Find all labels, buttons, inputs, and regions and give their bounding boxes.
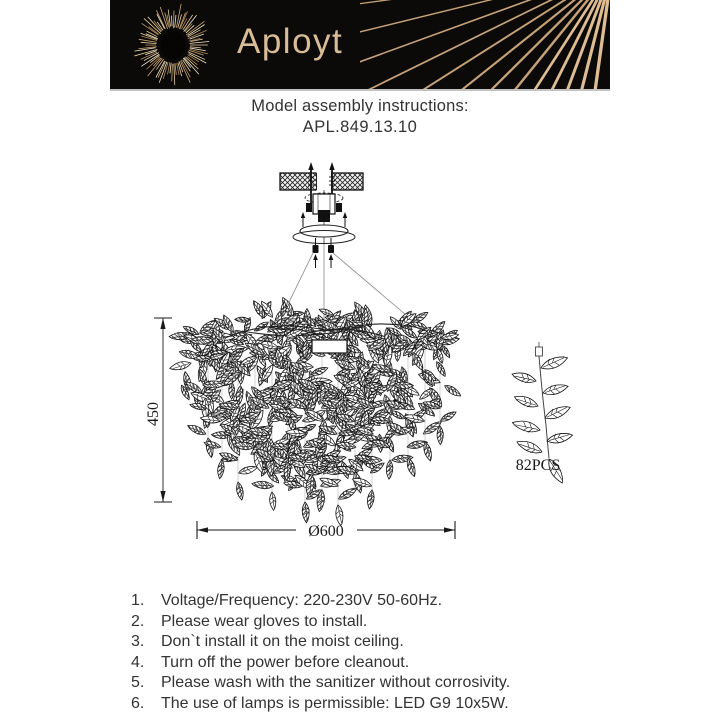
center-body	[312, 340, 347, 353]
item-text: The use of lamps is permissible: LED G9 10x5W.	[161, 694, 509, 712]
height-dimension-label: 450	[145, 402, 162, 426]
branch-detail	[511, 342, 574, 485]
model-number: APL.849.13.10	[302, 118, 418, 136]
instruction-item	[131, 653, 510, 674]
brand-banner	[110, 0, 610, 91]
item-text: Don`t install it on the moist ceiling.	[161, 633, 404, 651]
instruction-item	[131, 694, 510, 715]
instruction-item	[131, 673, 510, 694]
item-number: 3.	[131, 633, 145, 651]
item-text: Voltage/Frequency: 220-230V 50-60Hz.	[161, 592, 443, 609]
parts-count-label: 82PCS	[515, 457, 561, 474]
diameter-dimension	[197, 521, 455, 540]
height-dimension	[145, 318, 172, 502]
item-number: 4.	[131, 653, 145, 671]
brand-name: Aployt	[237, 22, 344, 61]
instruction-item	[131, 591, 510, 612]
item-number: 1.	[131, 592, 145, 609]
instruction-item	[131, 612, 510, 633]
starburst-logo-icon	[110, 0, 240, 89]
instruction-item	[131, 632, 510, 653]
chandelier-leaves	[169, 296, 463, 526]
item-text: Please wear gloves to install.	[161, 612, 368, 630]
ceiling-plate	[280, 172, 363, 191]
diameter-dimension-label: Ø600	[308, 523, 344, 540]
instruction-list	[131, 591, 510, 715]
item-number: 6.	[131, 694, 145, 712]
item-text: Turn off the power before cleanout.	[161, 653, 410, 671]
item-text: Please wash with the sanitizer without corrosivity.	[161, 674, 511, 692]
cable-grips	[313, 238, 335, 268]
page-title: Model assembly instructions:	[251, 97, 469, 115]
item-number: 5.	[131, 674, 145, 692]
canopy-assembly	[293, 190, 355, 244]
corner-rays-icon	[360, 0, 610, 89]
item-number: 2.	[131, 612, 145, 630]
assembly-drawing	[0, 145, 720, 590]
